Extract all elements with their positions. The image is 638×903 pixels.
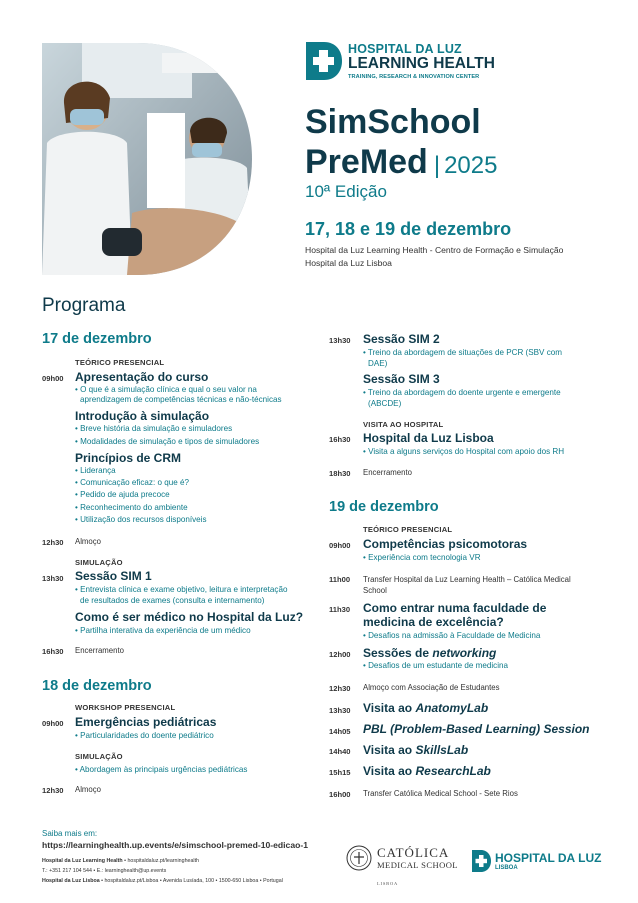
- footer-org: Hospital da Luz Lisboa: [42, 878, 100, 884]
- session-time: 12h30: [42, 786, 64, 795]
- session-time: 18h30: [329, 469, 351, 478]
- session-title: [363, 722, 590, 736]
- session-title-text: Visita ao: [363, 764, 416, 778]
- session-bullet: • Entrevista clínica e exame objetivo, leitura e interpretação: [75, 585, 288, 594]
- session-title-italic: SkillsLab: [415, 743, 469, 757]
- session-bullet: • Visita a alguns serviços do Hospital com apoio dos RH: [363, 447, 565, 456]
- event-title-line-1: SimSchool: [305, 103, 481, 141]
- logo-line-1: HOSPITAL DA LUZ: [348, 42, 462, 56]
- session-title: [363, 646, 496, 660]
- day-2-heading: 18 de dezembro: [42, 678, 152, 694]
- footer-contacts: T.: +351 217 104 544 • E.: learninghealth@up.events: [42, 868, 167, 874]
- session-bullet: • Comunicação eficaz: o que é?: [75, 478, 189, 487]
- event-year: 2025: [444, 152, 498, 179]
- session-bullet: (ABCDE): [368, 399, 402, 408]
- session-bullet: • Abordagem às principais urgências pediátricas: [75, 765, 248, 774]
- session-title: Apresentação do curso: [75, 370, 209, 384]
- session-title: Como é ser médico no Hospital da Luz?: [75, 610, 304, 624]
- session-title: Introdução à simulação: [75, 409, 210, 423]
- session-time: 13h30: [329, 706, 351, 715]
- event-title-premed: PreMed: [305, 143, 428, 181]
- event-venue-line-1: Hospital da Luz Learning Health - Centro de Formação e Simulação: [305, 245, 564, 255]
- hospital-da-luz-lisboa-logo: [472, 848, 622, 878]
- closing-label: Encerramento: [75, 646, 124, 655]
- logo-line-2: LEARNING HEALTH: [348, 55, 495, 72]
- registration-link[interactable]: https://learninghealth.up.events/e/simschool-premed-10-edicao-1: [42, 840, 308, 850]
- transfer-label: Transfer Hospital da Luz Learning Health – Católica Medical: [363, 575, 571, 584]
- session-title-italic: ResearchLab: [415, 764, 491, 778]
- session-bullet: • Desafios de um estudante de medicina: [363, 661, 509, 670]
- title-separator: |: [433, 152, 441, 179]
- session-bullet: • Partilha interativa da experiência de um médico: [75, 626, 251, 635]
- logo-mark-icon: [306, 42, 342, 80]
- session-title-italic: PBL (Problem-Based Learning) Session: [363, 722, 590, 736]
- program-heading: Programa: [42, 295, 126, 316]
- session-bullet: • Liderança: [75, 466, 116, 475]
- session-title-italic: AnatomyLab: [415, 701, 489, 715]
- footer-org: Hospital da Luz Learning Health: [42, 858, 123, 864]
- hero-photo: [42, 43, 252, 275]
- session-title: Competências psicomotoras: [363, 537, 528, 551]
- session-bullet: • Breve história da simulação e simuladores: [75, 424, 233, 433]
- hospital-da-luz-name: HOSPITAL DA LUZ: [495, 851, 602, 865]
- hospital-da-luz-city: LISBOA: [495, 865, 518, 871]
- catolica-seal-icon: [346, 845, 372, 871]
- session-title: [363, 701, 488, 715]
- category-label: SIMULAÇÃO: [75, 558, 123, 567]
- session-time: 16h00: [329, 790, 351, 799]
- day-3-heading: 19 de dezembro: [329, 499, 439, 515]
- catolica-medical-school-logo: [346, 843, 462, 889]
- event-edition: 10ª Edição: [305, 182, 387, 201]
- logo-tagline: TRAINING, RESEARCH & INNOVATION CENTER: [348, 74, 480, 80]
- hospital-da-luz-learning-health-logo: [306, 42, 566, 87]
- footer-line-1: [42, 858, 199, 864]
- day-1-heading: 17 de dezembro: [42, 331, 152, 347]
- session-bullet: • Modalidades de simulação e tipos de simuladores: [75, 437, 260, 446]
- session-time: 16h30: [329, 435, 351, 444]
- session-time: 09h00: [42, 374, 64, 383]
- category-label: TEÓRICO PRESENCIAL: [363, 525, 453, 534]
- session-bullet: DAE): [368, 359, 388, 368]
- session-title: [363, 764, 491, 778]
- session-time: 12h30: [42, 538, 64, 547]
- session-time: 16h30: [42, 647, 64, 656]
- footer-website: • hospitaldaluz.pt/learninghealth: [122, 858, 199, 864]
- session-bullet: • Desafios na admissão à Faculdade de Medicina: [363, 631, 541, 640]
- hospital-da-luz-mark-icon: [472, 850, 491, 872]
- transfer-label: Transfer Católica Medical School - Sete Rios: [363, 789, 518, 798]
- session-bullet: de resultados de exames (consulta e internamento): [80, 596, 265, 605]
- session-time: 09h00: [329, 541, 351, 550]
- session-bullet: • Treino da abordagem do doente urgente e emergente: [363, 388, 561, 397]
- session-time: 13h30: [42, 574, 64, 583]
- break-label: Almoço: [75, 785, 101, 794]
- session-bullet: • Particularidades do doente pediátrico: [75, 731, 214, 740]
- closing-label: Encerramento: [363, 468, 412, 477]
- session-title: Como entrar numa faculdade de: [363, 601, 547, 615]
- session-title: Emergências pediátricas: [75, 715, 217, 729]
- transfer-label: School: [363, 586, 387, 595]
- session-time: 11h00: [329, 575, 351, 584]
- session-title: Sessão SIM 2: [363, 332, 440, 346]
- session-bullet: • Pedido de ajuda precoce: [75, 490, 170, 499]
- session-bullet: • O que é a simulação clínica e qual o seu valor na: [75, 385, 257, 394]
- session-bullet: • Reconhecimento do ambiente: [75, 503, 188, 512]
- session-time: 14h40: [329, 747, 351, 756]
- category-label: VISITA AO HOSPITAL: [363, 420, 444, 429]
- session-title-text: Visita ao: [363, 701, 416, 715]
- session-time: 13h30: [329, 336, 351, 345]
- catolica-name: CATÓLICA: [377, 845, 450, 860]
- more-info-label: Saiba mais em:: [42, 829, 98, 838]
- footer-address: • hospitaldaluz.pt/Lisboa • Avenida Lusíada, 100 • 1500-650 Lisboa • Portugal: [99, 878, 283, 884]
- category-label: TEÓRICO PRESENCIAL: [75, 358, 165, 367]
- session-bullet: aprendizagem de competências técnicas e não-técnicas: [80, 395, 282, 404]
- session-time: 12h30: [329, 684, 351, 693]
- session-title: Princípios de CRM: [75, 451, 182, 465]
- session-bullet: • Experiência com tecnologia VR: [363, 553, 481, 562]
- session-bullet: • Utilização dos recursos disponíveis: [75, 515, 207, 524]
- footer-line-3: [42, 878, 283, 884]
- category-label: WORKSHOP PRESENCIAL: [75, 703, 176, 712]
- session-title-text: Visita ao: [363, 743, 416, 757]
- session-title-italic: networking: [432, 646, 497, 660]
- session-time: 11h30: [329, 605, 351, 614]
- category-label: SIMULAÇÃO: [75, 752, 123, 761]
- session-time: 12h00: [329, 650, 351, 659]
- session-title-text: Sessões de: [363, 646, 433, 660]
- event-title-line-2: [305, 144, 497, 184]
- session-title: medicina de excelência?: [363, 615, 504, 629]
- event-dates: 17, 18 e 19 de dezembro: [305, 219, 512, 239]
- session-bullet: • Treino da abordagem de situações de PCR (SBV com: [363, 348, 562, 357]
- session-title: [363, 743, 468, 757]
- session-time: 15h15: [329, 768, 351, 777]
- lunch-label: Almoço com Associação de Estudantes: [363, 683, 500, 692]
- session-title: Sessão SIM 1: [75, 569, 152, 583]
- break-label: Almoço: [75, 537, 101, 546]
- session-title: Hospital da Luz Lisboa: [363, 431, 494, 445]
- session-time: 14h05: [329, 727, 351, 736]
- catolica-city: LISBOA: [377, 881, 399, 886]
- event-venue-line-2: Hospital da Luz Lisboa: [305, 258, 392, 268]
- session-title: Sessão SIM 3: [363, 372, 440, 386]
- catolica-subtitle: MEDICAL SCHOOL: [377, 860, 458, 870]
- session-time: 09h00: [42, 719, 64, 728]
